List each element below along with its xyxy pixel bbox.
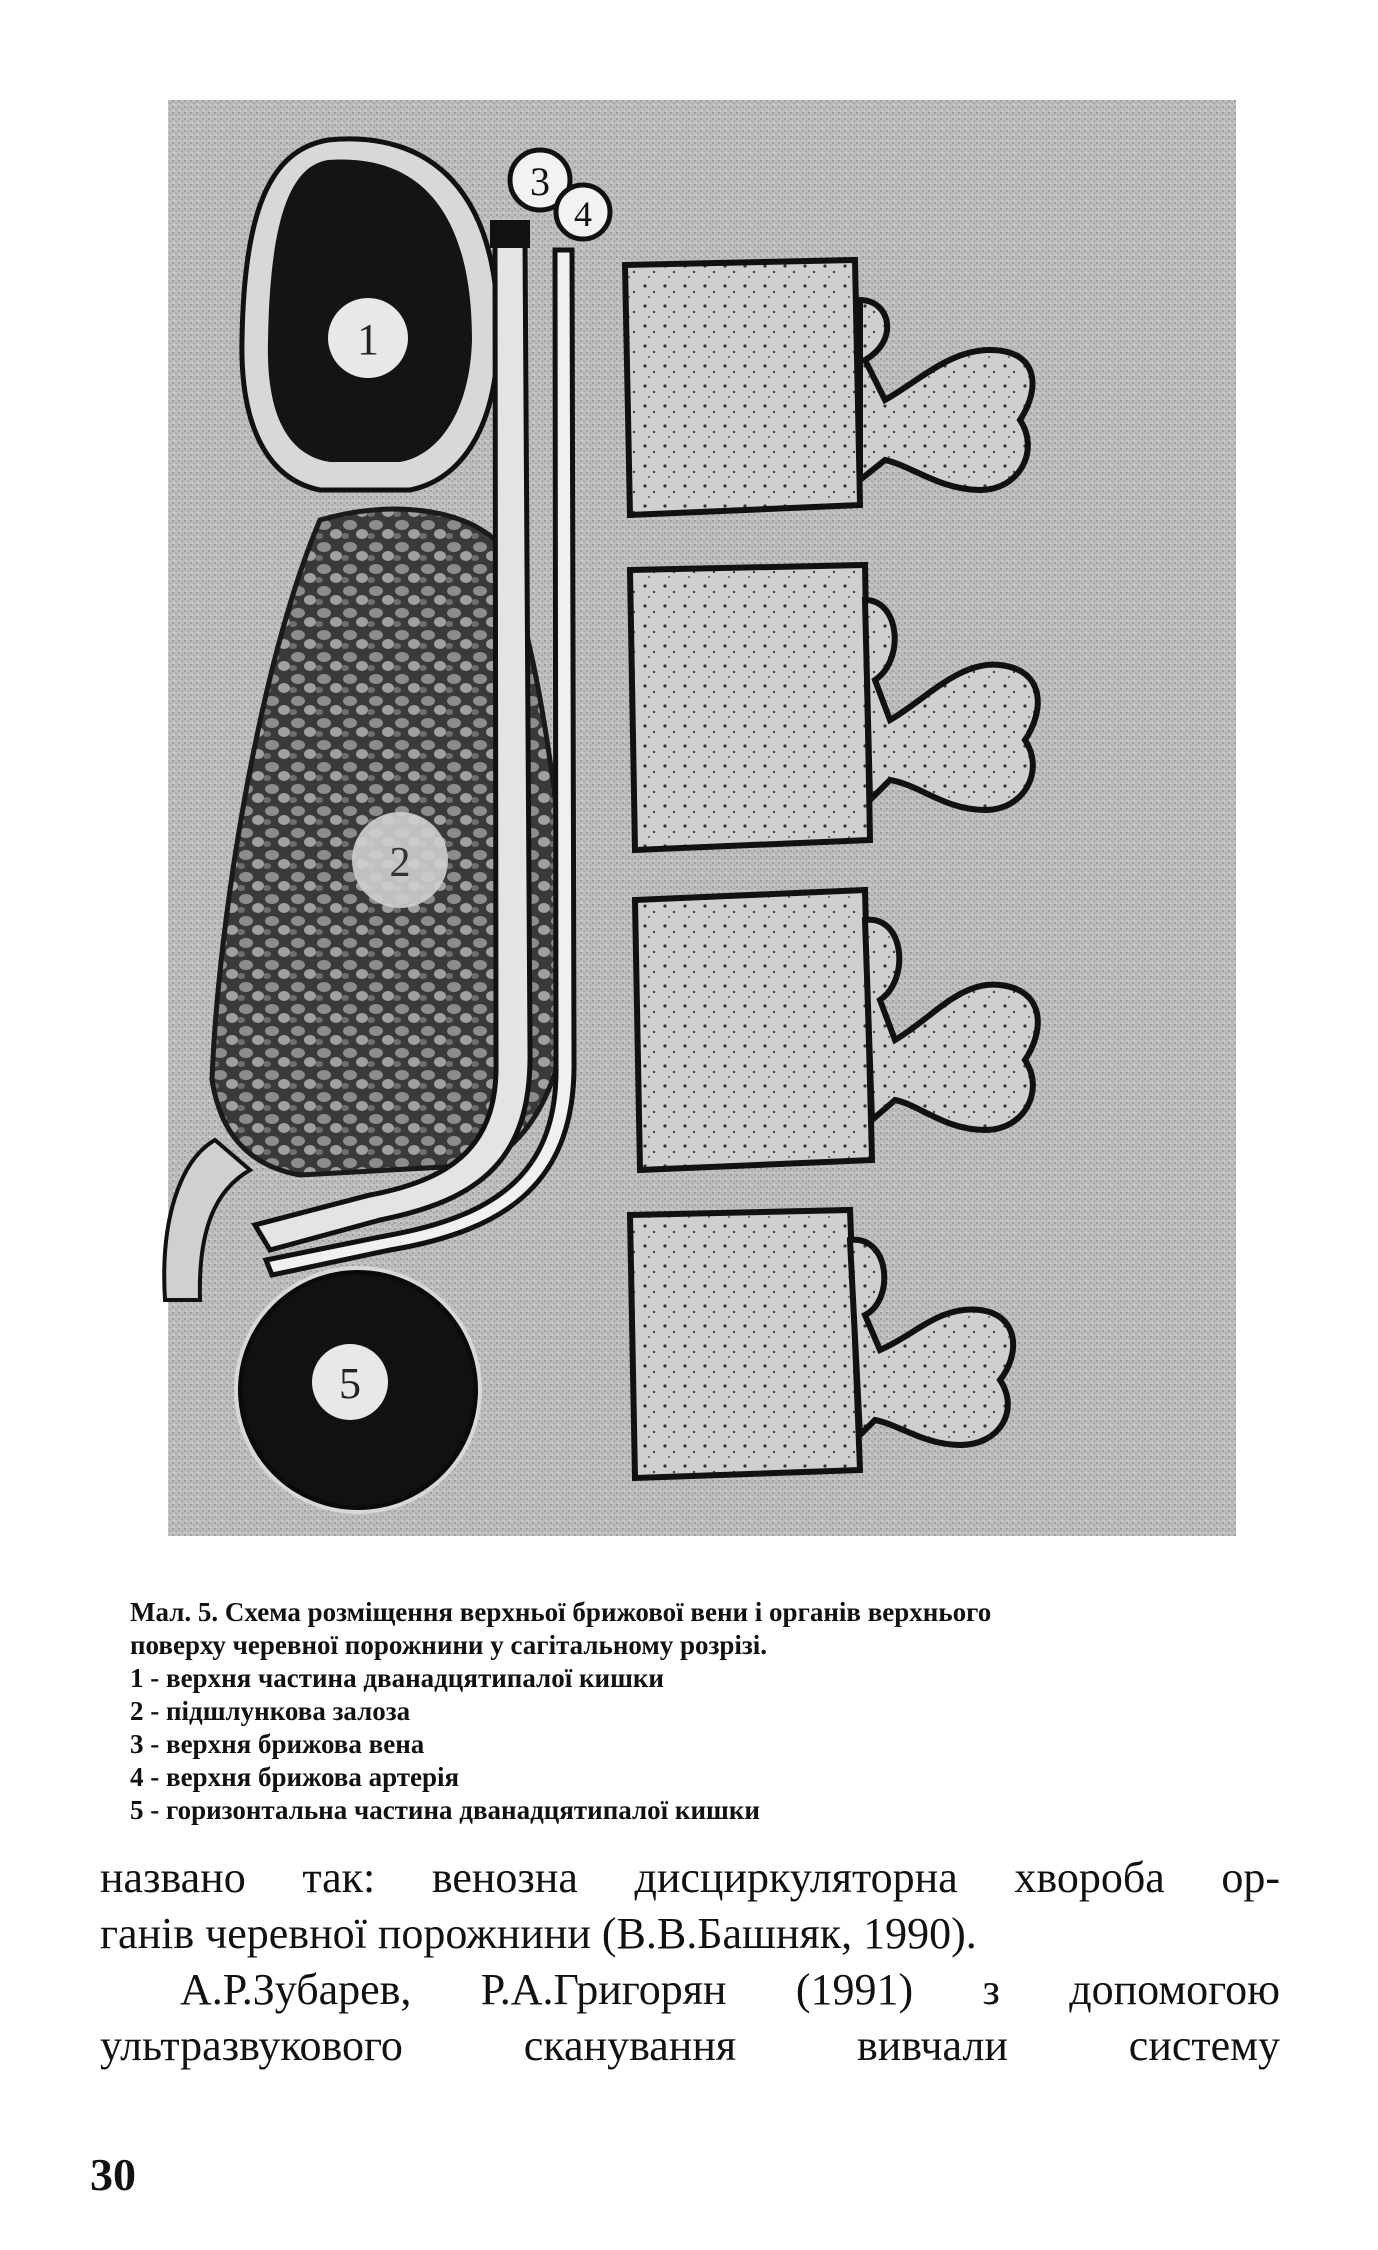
label-5: 5 bbox=[339, 1359, 361, 1408]
anatomy-figure bbox=[160, 100, 1240, 1540]
label-1: 1 bbox=[357, 315, 379, 364]
caption-legend-item-1: 1 - верхня частина дванадцятипалої кишки bbox=[130, 1663, 664, 1693]
body-line-1: названо так: венозна дисциркуляторна хвороба ор- bbox=[100, 1853, 1280, 1902]
body-line-3: А.Р.Зубарев, Р.А.Григорян (1991) з допомогою bbox=[180, 1965, 1280, 2014]
caption-legend-item-5: 5 - горизонтальна частина дванадцятипалої кишки bbox=[130, 1795, 760, 1825]
label-2: 2 bbox=[389, 840, 411, 886]
body-line-4: ультразвукового сканування вивчали систему bbox=[100, 2021, 1280, 2070]
sagittal-section-diagram bbox=[160, 100, 1240, 1540]
caption-title-line-1: Мал. 5. Схема розміщення верхньої брижової вени і органів верхнього bbox=[130, 1597, 992, 1627]
page-number: 30 bbox=[90, 2149, 136, 2200]
figure-caption bbox=[130, 1596, 1280, 1827]
caption-legend-item-4: 4 - верхня брижова артерія bbox=[130, 1762, 460, 1792]
organ-5-horizontal-duodenum bbox=[236, 1268, 480, 1512]
label-3: 3 bbox=[530, 159, 550, 204]
body-paragraph bbox=[100, 1850, 1280, 2074]
caption-legend-item-2: 2 - підшлункова залоза bbox=[130, 1696, 411, 1726]
caption-legend-item-3: 3 - верхня брижова вена bbox=[130, 1729, 425, 1759]
organ-1-upper-duodenum bbox=[242, 139, 498, 490]
caption-title-line-2: поверху черевної порожнини у сагітальному розрізі. bbox=[130, 1630, 767, 1660]
body-line-2: ганів черевної порожнини (В.В.Башняк, 1990). bbox=[100, 1909, 977, 1958]
label-4: 4 bbox=[574, 194, 592, 234]
